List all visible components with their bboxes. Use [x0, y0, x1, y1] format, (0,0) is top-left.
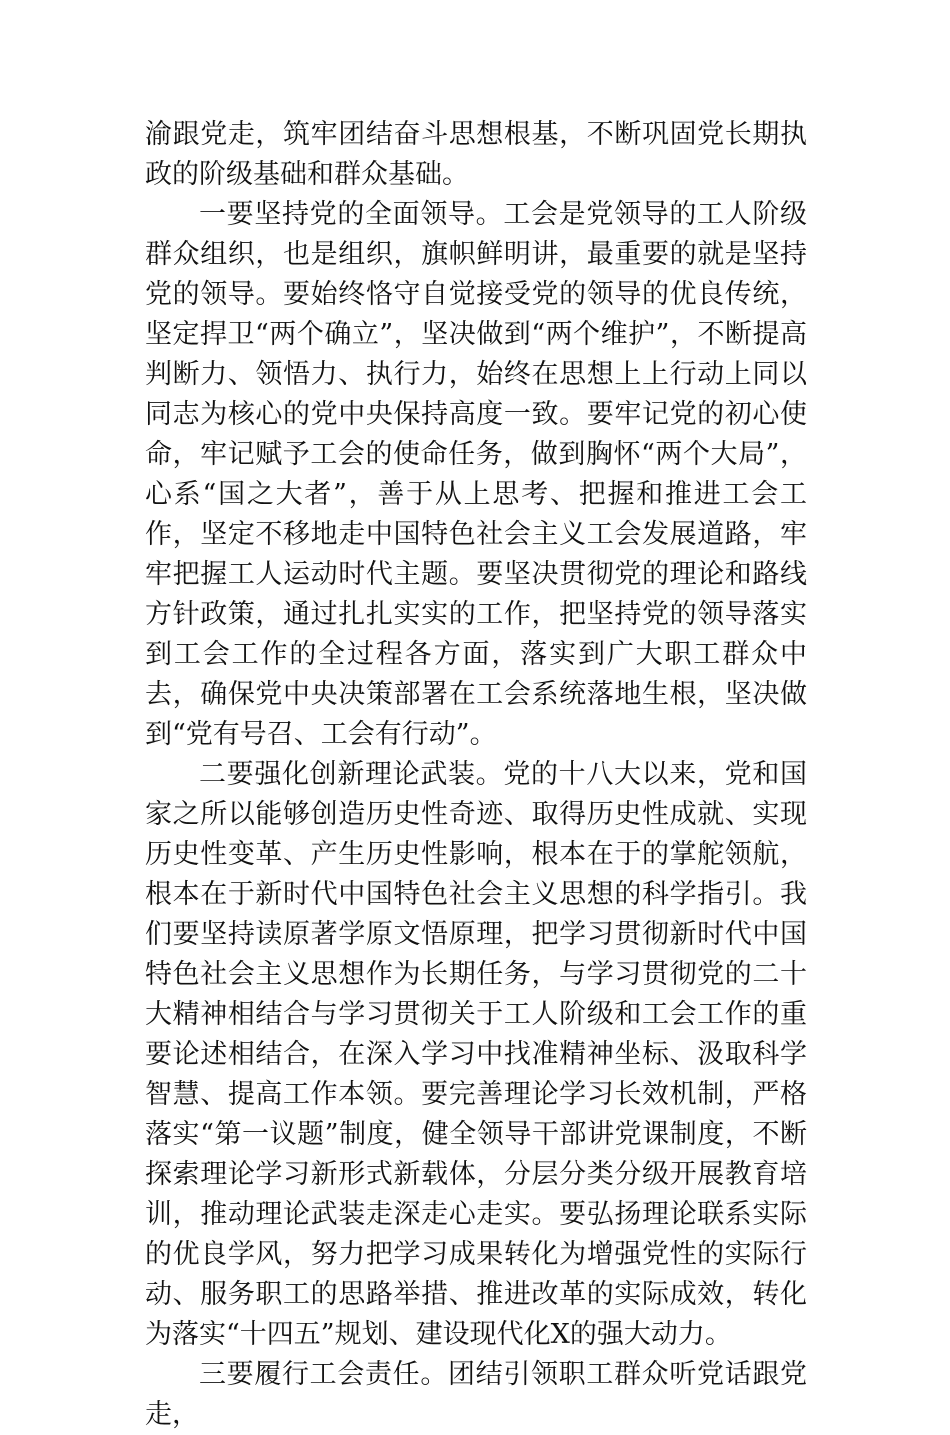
- paragraph-continuation: 渝跟党走，筑牢团结奋斗思想根基，不断巩固党长期执政的阶级基础和群众基础。: [145, 119, 807, 190]
- paragraph-party-leadership: 一要坚持党的全面领导。工会是党领导的工人阶级群众组织，也是组织，旗帜鲜明讲，最重要的就是坚持党的领导。要始终恪守自觉接受党的领导的优良传统，坚定捍卫“两个确立”，坚决做到“两个维护”，不断提高判断力、领悟力、执行力，始终在思想上上行动上同以同志为核心的党中央保持高度一致。要牢记党的初心使命，牢记赋予工会的使命任务，做到胸怀“两个大局”，心系“国之大者”，善于从上思考、把握和推进工会工作，坚定不移地走中国特色社会主义工会发展道路，牢牢把握工人运动时代主题。要坚决贯彻党的理论和路线方针政策，通过扎扎实实的工作，把坚持党的领导落实到工会工作的全过程各方面，落实到广大职工群众中去，确保党中央决策部署在工会系统落地生根，坚决做到“党有号召、工会有行动”。: [145, 199, 807, 750]
- paragraph-theory-study: 二要强化创新理论武装。党的十八大以来，党和国家之所以能够创造历史性奇迹、取得历史性成就、实现历史性变革、产生历史性影响，根本在于的掌舵领航，根本在于新时代中国特色社会主义思想的科学指引。我们要坚持读原著学原文悟原理，把学习贯彻新时代中国特色社会主义思想作为长期任务，与学习贯彻党的二十大精神相结合与学习贯彻关于工人阶级和工会工作的重要论述相结合，在深入学习中找准精神坐标、汲取科学智慧、提高工作本领。要完善理论学习长效机制，严格落实“第一议题”制度，健全领导干部讲党课制度，不断探索理论学习新形式新载体，分层分类分级开展教育培训，推动理论武装走深走心走实。要弘扬理论联系实际的优良学风，努力把学习成果转化为增强党性的实际行动、服务职工的思路举措、推进改革的实际成效，转化为落实“十四五”规划、建设现代化X的强大动力。: [145, 759, 807, 1350]
- document-page: [145, 115, 807, 1435]
- paragraph-union-responsibility: 三要履行工会责任。团结引领职工群众听党话跟党走，: [145, 1359, 807, 1430]
